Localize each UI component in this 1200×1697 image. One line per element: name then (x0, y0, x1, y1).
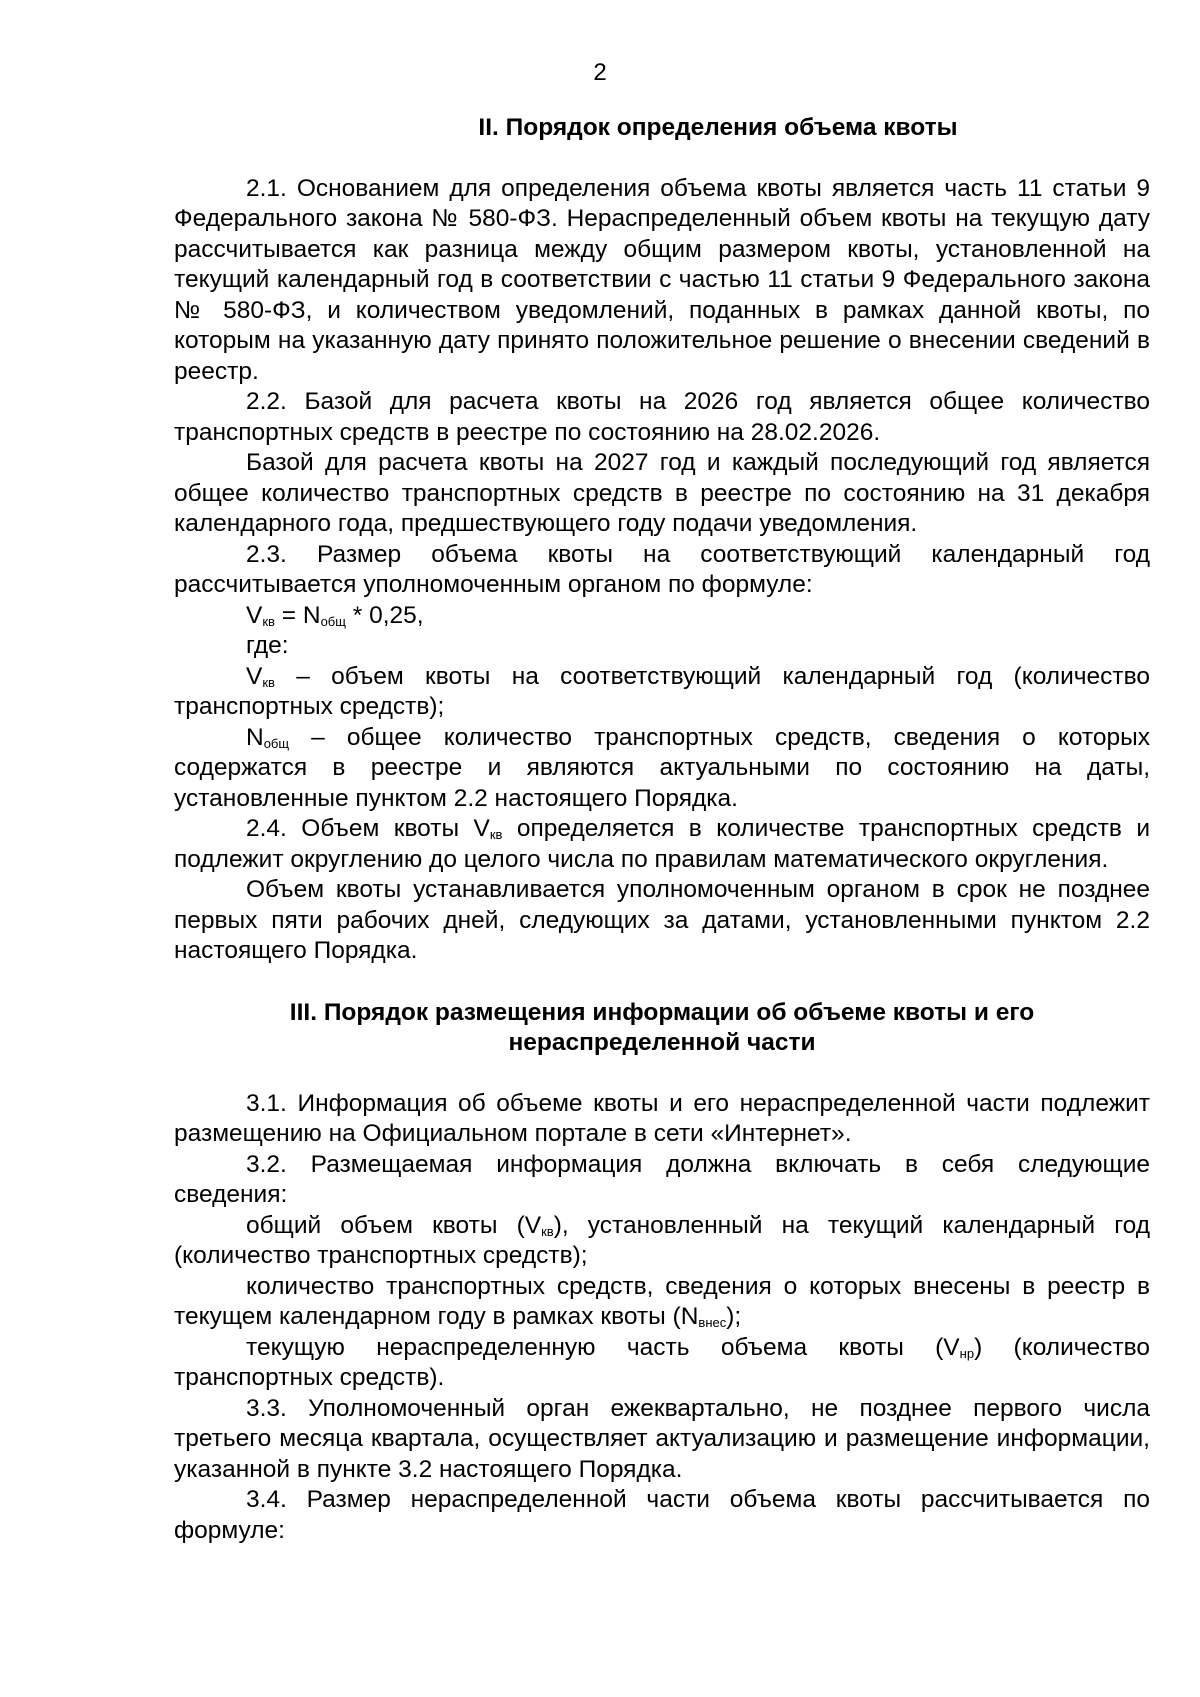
list-item-unallocated-quota-end: ) (количество транспортных средств). (174, 1333, 1151, 1391)
list-item-registered-vehicles (174, 1272, 1150, 1333)
list-item-registered-vehicles-subscript: внес (698, 1315, 727, 1330)
paragraph-2-3: 2.3. Размер объема квоты на соответствующий календарный год рассчитывается уполномоченным органом по формуле: (174, 540, 1150, 598)
paragraph-3-4: 3.4. Размер нераспределенной части объема квоты рассчитывается по формуле: (174, 1486, 1150, 1544)
paragraph-2-4 (174, 814, 1150, 875)
formula-n-subscript: общ (320, 613, 346, 629)
paragraph-2-4-start: 2.4. Объем квоты V (246, 815, 490, 842)
list-item-unallocated-quota (174, 1333, 1150, 1394)
paragraph-2-2-base: Базой для расчета квоты на 2027 год и каждый последующий год является общее количество транспортных средств в реестре по состоянию на 31 декабря календарного года, предшествующего году подачи уведомления. (174, 449, 1150, 537)
paragraph-3-1: 3.1. Информация об объеме квоты и его нераспределенной части подлежит размещению на Официальном портале в сети «Интернет». (174, 1089, 1150, 1147)
formula-v: V (246, 601, 263, 629)
list-item-total-quota-end: ), установленный на текущий календарный год (количество транспортных средств); (174, 1211, 1150, 1269)
document-body (174, 113, 1150, 1546)
paragraph-3-3: 3.3. Уполномоченный орган ежеквартально, не позднее первого числа третьего месяца квартала, осуществляет актуализацию и размещение информации, указанной в пункте 3.2 настоящего Порядка. (174, 1394, 1150, 1483)
formula-v-subscript: кв (262, 613, 275, 629)
paragraph-2-4-deadline: Объем квоты устанавливается уполномоченным органом в срок не позднее первых пяти рабочих дней, следующих за датами, установленными пунктом 2.2 настоящего Порядка. (174, 876, 1150, 964)
section-3-heading (174, 998, 1150, 1059)
list-item-registered-vehicles-end: ); (726, 1303, 742, 1330)
paragraph-2-2: 2.2. Базой для расчета квоты на 2026 год является общее количество транспортных средств в реестре по состоянию на 28.02.2026. (174, 388, 1150, 446)
definition-n-text: – общее количество транспортных средств, сведения о которых содержатся в реестре и являются актуальными по состоянию на даты, установленные пунктом 2.2 настоящего Порядка. (174, 723, 1150, 812)
definition-n-symbol: N (246, 723, 264, 751)
paragraph-2-4-subscript: кв (489, 827, 503, 842)
list-item-total-quota (174, 1211, 1150, 1272)
section-2-heading: II. Порядок определения объема квоты (478, 114, 958, 141)
formula-rest: * 0,25, (345, 601, 424, 629)
list-item-unallocated-quota-subscript: нр (959, 1345, 975, 1361)
definition-v-symbol: V (246, 662, 263, 690)
section-3-heading-line-2: нераспределенной части (508, 1029, 816, 1056)
formula-equals-n: = N (274, 601, 321, 629)
paragraph-3-2: 3.2. Размещаемая информация должна включать в себя следующие сведения: (174, 1150, 1150, 1208)
list-item-unallocated-quota-start: текущую нераспределенную часть объема квоты (V (246, 1333, 960, 1361)
list-item-total-quota-subscript: кв (541, 1223, 554, 1239)
definition-n (174, 723, 1150, 815)
list-item-registered-vehicles-start: количество транспортных средств, сведения о которых внесены в реестр в текущем календарном году в рамках квоты (N (174, 1272, 1150, 1330)
definition-n-subscript: общ (263, 735, 290, 751)
section-3-heading-line-1: III. Порядок размещения информации об объеме квоты и его (289, 998, 1035, 1026)
quota-formula (174, 601, 1150, 632)
list-item-total-quota-start: общий объем квоты (V (246, 1211, 542, 1239)
definition-v (174, 662, 1150, 723)
page-number: 2 (593, 59, 607, 86)
where-label: где: (246, 632, 289, 659)
paragraph-2-1: 2.1. Основанием для определения объема квоты является часть 11 статьи 9 Федерального закона № 580-ФЗ. Нераспределенный объем квоты на текущую дату рассчитывается как разница между общим размером квоты, установленной на текущий календарный год в соответствии с частью 11 статьи 9 Федерального закона № 580-ФЗ, и количеством уведомлений, поданных в рамках данной квоты, по которым на указанную дату принято положительное решение о внесении сведений в реестр. (174, 174, 1150, 385)
definition-v-subscript: кв (262, 674, 275, 690)
paragraph-2-4-end: определяется в количестве транспортных средств и подлежит округлению до целого числа по правилам математического округления. (174, 815, 1150, 873)
definition-v-text: – объем квоты на соответствующий календарный год (количество транспортных средств); (174, 662, 1150, 720)
